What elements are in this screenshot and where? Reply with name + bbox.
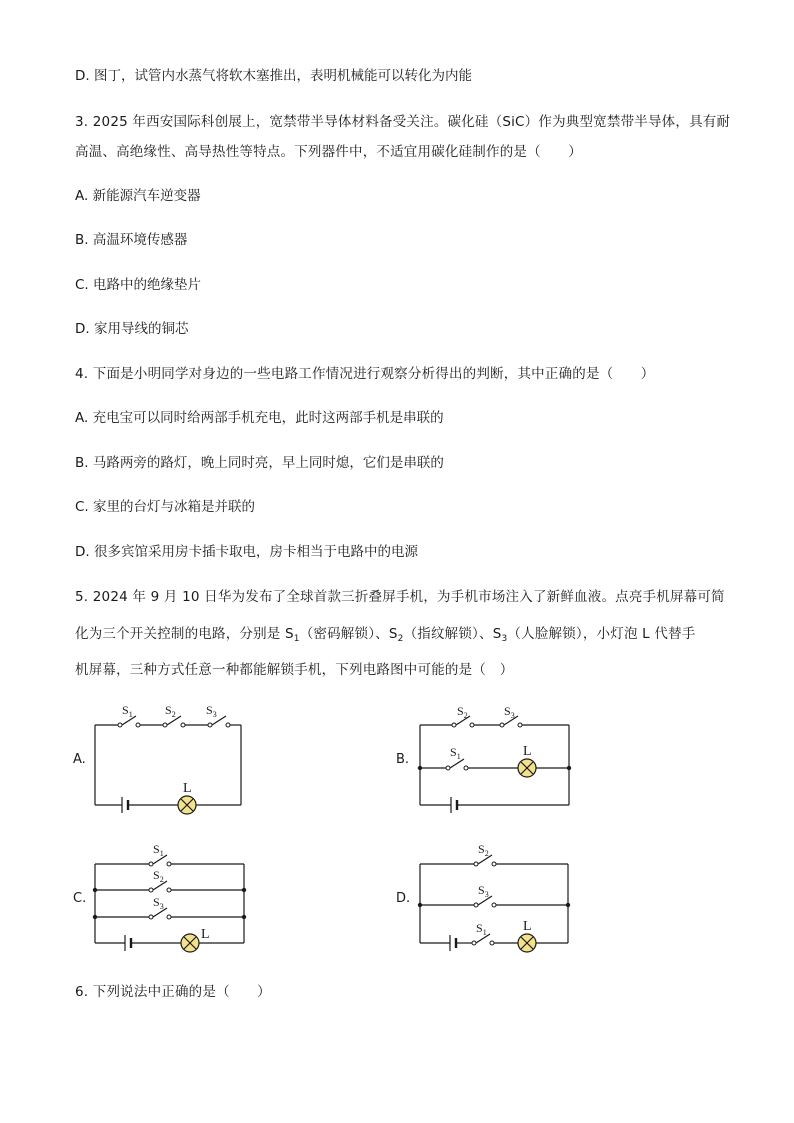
circuit-c-s1-label: $S_1$ — [153, 842, 164, 858]
circuit-a-s1-label: $S_1$ — [122, 703, 133, 719]
circuit-b-lamp-label: L — [523, 744, 532, 759]
q4-option-c: C. 家里的台灯与冰箱是并联的 — [75, 499, 256, 515]
circuit-b-s2-label: $S_2$ — [457, 704, 468, 720]
q3-option-c: C. 电路中的绝缘垫片 — [75, 277, 202, 293]
circuit-b-s3-label: $S_3$ — [504, 704, 515, 720]
circuit-d-s3-label: $S_3$ — [478, 883, 489, 899]
circuit-c-s2-label: $S_2$ — [153, 868, 164, 884]
circuit-c-label: C. — [73, 891, 87, 906]
q5-stem-line2: 化为三个开关控制的电路，分别是 $S_1$（密码解锁）、$S_2$（指纹解锁）、$S_3$（人脸解锁），小灯泡 L 代替手 — [75, 626, 696, 644]
circuit-c-s3-label: $S_3$ — [153, 895, 164, 911]
q4-stem: 4. 下面是小明同学对身边的一些电路工作情况进行观察分析得出的判断，其中正确的是（ ） — [75, 366, 655, 382]
circuit-a-label: A. — [73, 752, 86, 767]
circuit-d-s2-label: $S_2$ — [478, 842, 489, 858]
q6-stem: 6. 下列说法中正确的是（ ） — [75, 984, 271, 1000]
q3-stem-line1: 3. 2025 年西安国际科创展上，宽禁带半导体材料备受关注。碳化硅（SiC）作为典型宽禁带半导体，具有耐 — [75, 114, 731, 130]
circuit-a-s2-label: $S_2$ — [165, 703, 176, 719]
circuit-a-lamp-label: L — [183, 781, 192, 796]
circuit-d-s1-label: $S_1$ — [476, 921, 487, 937]
q2-option-d: D. 图丁，试管内水蒸气将软木塞推出，表明机械能可以转化为内能 — [75, 68, 472, 84]
q3-option-d: D. 家用导线的铜芯 — [75, 321, 189, 337]
q5-stem-line3: 机屏幕，三种方式任意一种都能解锁手机，下列电路图中可能的是（ ） — [75, 662, 514, 678]
q5-stem-line1: 5. 2024 年 9 月 10 日华为发布了全球首款三折叠屏手机，为手机市场注入了新鲜血液。点亮手机屏幕可简 — [75, 589, 725, 605]
q3-stem-line2: 高温、高绝缘性、高导热性等特点。下列器件中，不适宜用碳化硅制作的是（ ） — [75, 144, 582, 160]
q3-option-a: A. 新能源汽车逆变器 — [75, 188, 201, 204]
q4-option-d: D. 很多宾馆采用房卡插卡取电，房卡相当于电路中的电源 — [75, 544, 418, 560]
q4-option-a: A. 充电宝可以同时给两部手机充电，此时这两部手机是串联的 — [75, 410, 444, 426]
circuit-c-lamp-label: L — [201, 927, 210, 942]
q4-option-b: B. 马路两旁的路灯，晚上同时亮，早上同时熄，它们是串联的 — [75, 455, 444, 471]
circuit-d-label: D. — [396, 891, 411, 906]
circuit-d-lamp-label: L — [523, 919, 532, 934]
circuit-b-s1-label: $S_1$ — [450, 745, 461, 761]
circuit-b-label: B. — [396, 752, 410, 767]
circuit-a-s3-label: $S_3$ — [206, 703, 217, 719]
q3-option-b: B. 高温环境传感器 — [75, 232, 188, 248]
